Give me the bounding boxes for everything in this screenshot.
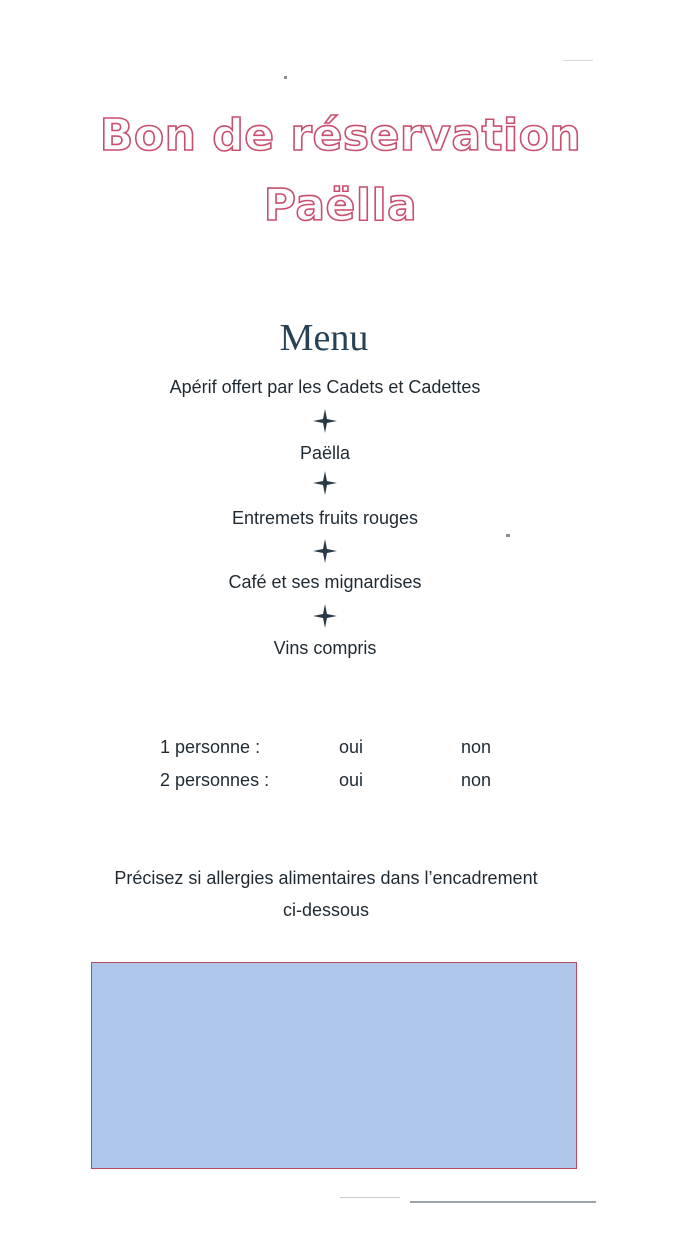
choice-no-option[interactable]: non xyxy=(461,737,492,757)
menu-item-paella: Paëlla xyxy=(299,443,351,463)
four-point-star-icon xyxy=(312,408,338,434)
allergy-input-box[interactable] xyxy=(91,962,577,1169)
four-point-star-icon xyxy=(312,538,338,564)
choice-label: 1 personne : xyxy=(160,737,261,757)
scan-line xyxy=(563,60,593,61)
choice-no-option[interactable]: non xyxy=(461,770,492,790)
menu-item-aperitif: Apérif offert par les Cadets et Cadettes xyxy=(169,377,481,397)
menu-heading: Menu xyxy=(279,317,369,359)
scan-speck xyxy=(284,76,287,79)
title-line-1: Bon de réservation xyxy=(99,110,582,161)
allergy-note-line-1: Précisez si allergies alimentaires dans l’encadrement xyxy=(114,868,538,888)
choice-row-1-person xyxy=(0,737,681,761)
choice-yes-option[interactable]: oui xyxy=(339,737,364,757)
choice-row-2-persons xyxy=(0,770,681,794)
menu-item-coffee: Café et ses mignardises xyxy=(228,572,422,592)
four-point-star-icon xyxy=(312,470,338,496)
allergy-note-line-2: ci-dessous xyxy=(282,900,370,920)
choice-yes-option[interactable]: oui xyxy=(339,770,364,790)
four-point-star-icon xyxy=(312,603,338,629)
scan-line xyxy=(410,1201,596,1203)
title-line-2: Paëlla xyxy=(263,180,418,231)
menu-item-dessert: Entremets fruits rouges xyxy=(231,508,419,528)
menu-item-wine: Vins compris xyxy=(273,638,377,658)
scan-line xyxy=(340,1197,400,1198)
choice-label: 2 personnes : xyxy=(160,770,270,790)
scan-speck xyxy=(506,534,510,537)
